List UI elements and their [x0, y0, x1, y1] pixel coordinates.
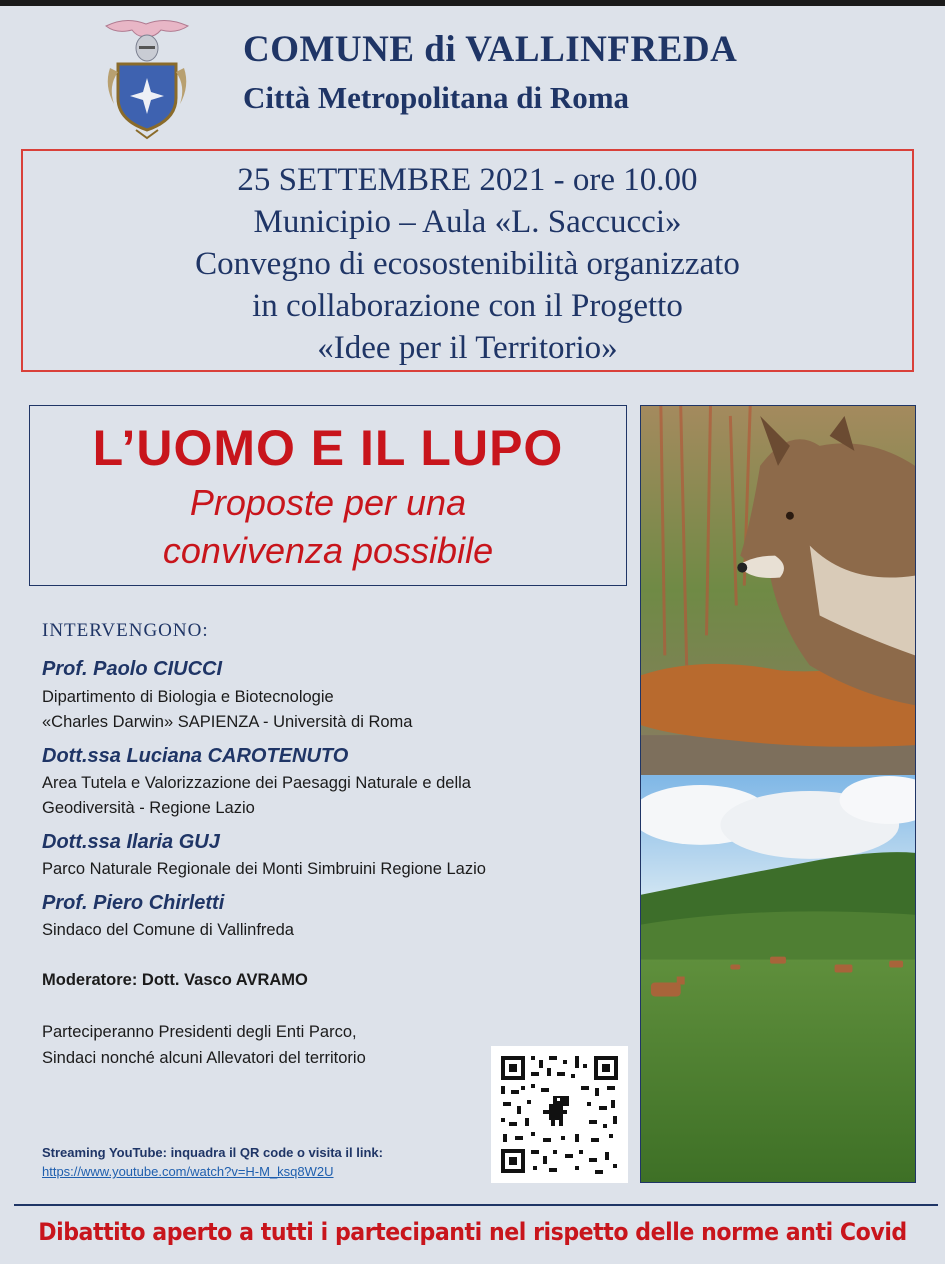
subtitle-line-1: Proposte per una	[189, 482, 467, 523]
speaker-affiliation: «Charles Darwin» SAPIENZA - Università di Roma	[42, 713, 413, 731]
participants-line: Parteciperanno Presidenti degli Enti Parco,	[42, 1023, 357, 1041]
event-project: «Idee per il Territorio»	[317, 330, 618, 366]
header-metropolitan-city: Città Metropolitana di Roma	[243, 80, 630, 115]
header-municipality: COMUNE di VALLINFREDA	[243, 29, 738, 70]
top-border	[0, 0, 945, 6]
qr-code-image[interactable]	[491, 1046, 628, 1183]
title-box	[29, 405, 627, 586]
speaker-name: Prof. Paolo CIUCCI	[42, 658, 223, 680]
speaker-name: Dott.ssa Luciana CAROTENUTO	[42, 745, 349, 767]
subtitle-line-2: convivenza possibile	[162, 530, 494, 571]
main-title: L’UOMO E IL LUPO	[92, 420, 564, 476]
participants-note	[42, 1019, 366, 1071]
moderator: Moderatore: Dott. Vasco AVRAMO	[42, 971, 308, 989]
event-description: Convegno di ecosostenibilità organizzato	[195, 246, 740, 282]
event-location: Municipio – Aula «L. Saccucci»	[253, 204, 682, 240]
speaker-name: Prof. Piero Chirletti	[42, 892, 225, 914]
participants-line: Sindaci nonché alcuni Allevatori del territorio	[42, 1049, 366, 1067]
speaker-affiliation: Parco Naturale Regionale dei Monti Simbruini Regione Lazio	[42, 860, 486, 878]
speaker-affiliation: Sindaco del Comune di Vallinfreda	[42, 921, 294, 939]
speaker-affiliation: Area Tutela e Valorizzazione dei Paesaggi Naturale e della	[42, 774, 471, 792]
youtube-link[interactable]: https://www.youtube.com/watch?v=H-M_ksq8W2U	[42, 1164, 334, 1179]
streaming-text: Streaming YouTube: inquadra il QR code o visita il link:	[42, 1145, 383, 1160]
speaker-name: Dott.ssa Ilaria GUJ	[42, 831, 220, 853]
wolf-photo	[641, 406, 915, 775]
footer-divider	[14, 1204, 938, 1206]
speakers-heading: INTERVENGONO:	[42, 620, 209, 641]
footer-notice: Dibattito aperto a tutti i partecipanti nel rispetto delle norme anti Covid	[38, 1218, 907, 1246]
event-info-box	[21, 149, 914, 372]
event-date-time: 25 SETTEMBRE 2021 - ore 10.00	[237, 162, 698, 198]
event-collaboration: in collaborazione con il Progetto	[252, 288, 683, 324]
speaker-affiliation: Dipartimento di Biologia e Biotecnologie	[42, 688, 334, 706]
photo-panel	[640, 405, 916, 1183]
pasture-photo	[640, 775, 916, 1182]
municipal-crest-image	[96, 16, 198, 140]
speaker-affiliation: Geodiversità - Regione Lazio	[42, 799, 255, 817]
